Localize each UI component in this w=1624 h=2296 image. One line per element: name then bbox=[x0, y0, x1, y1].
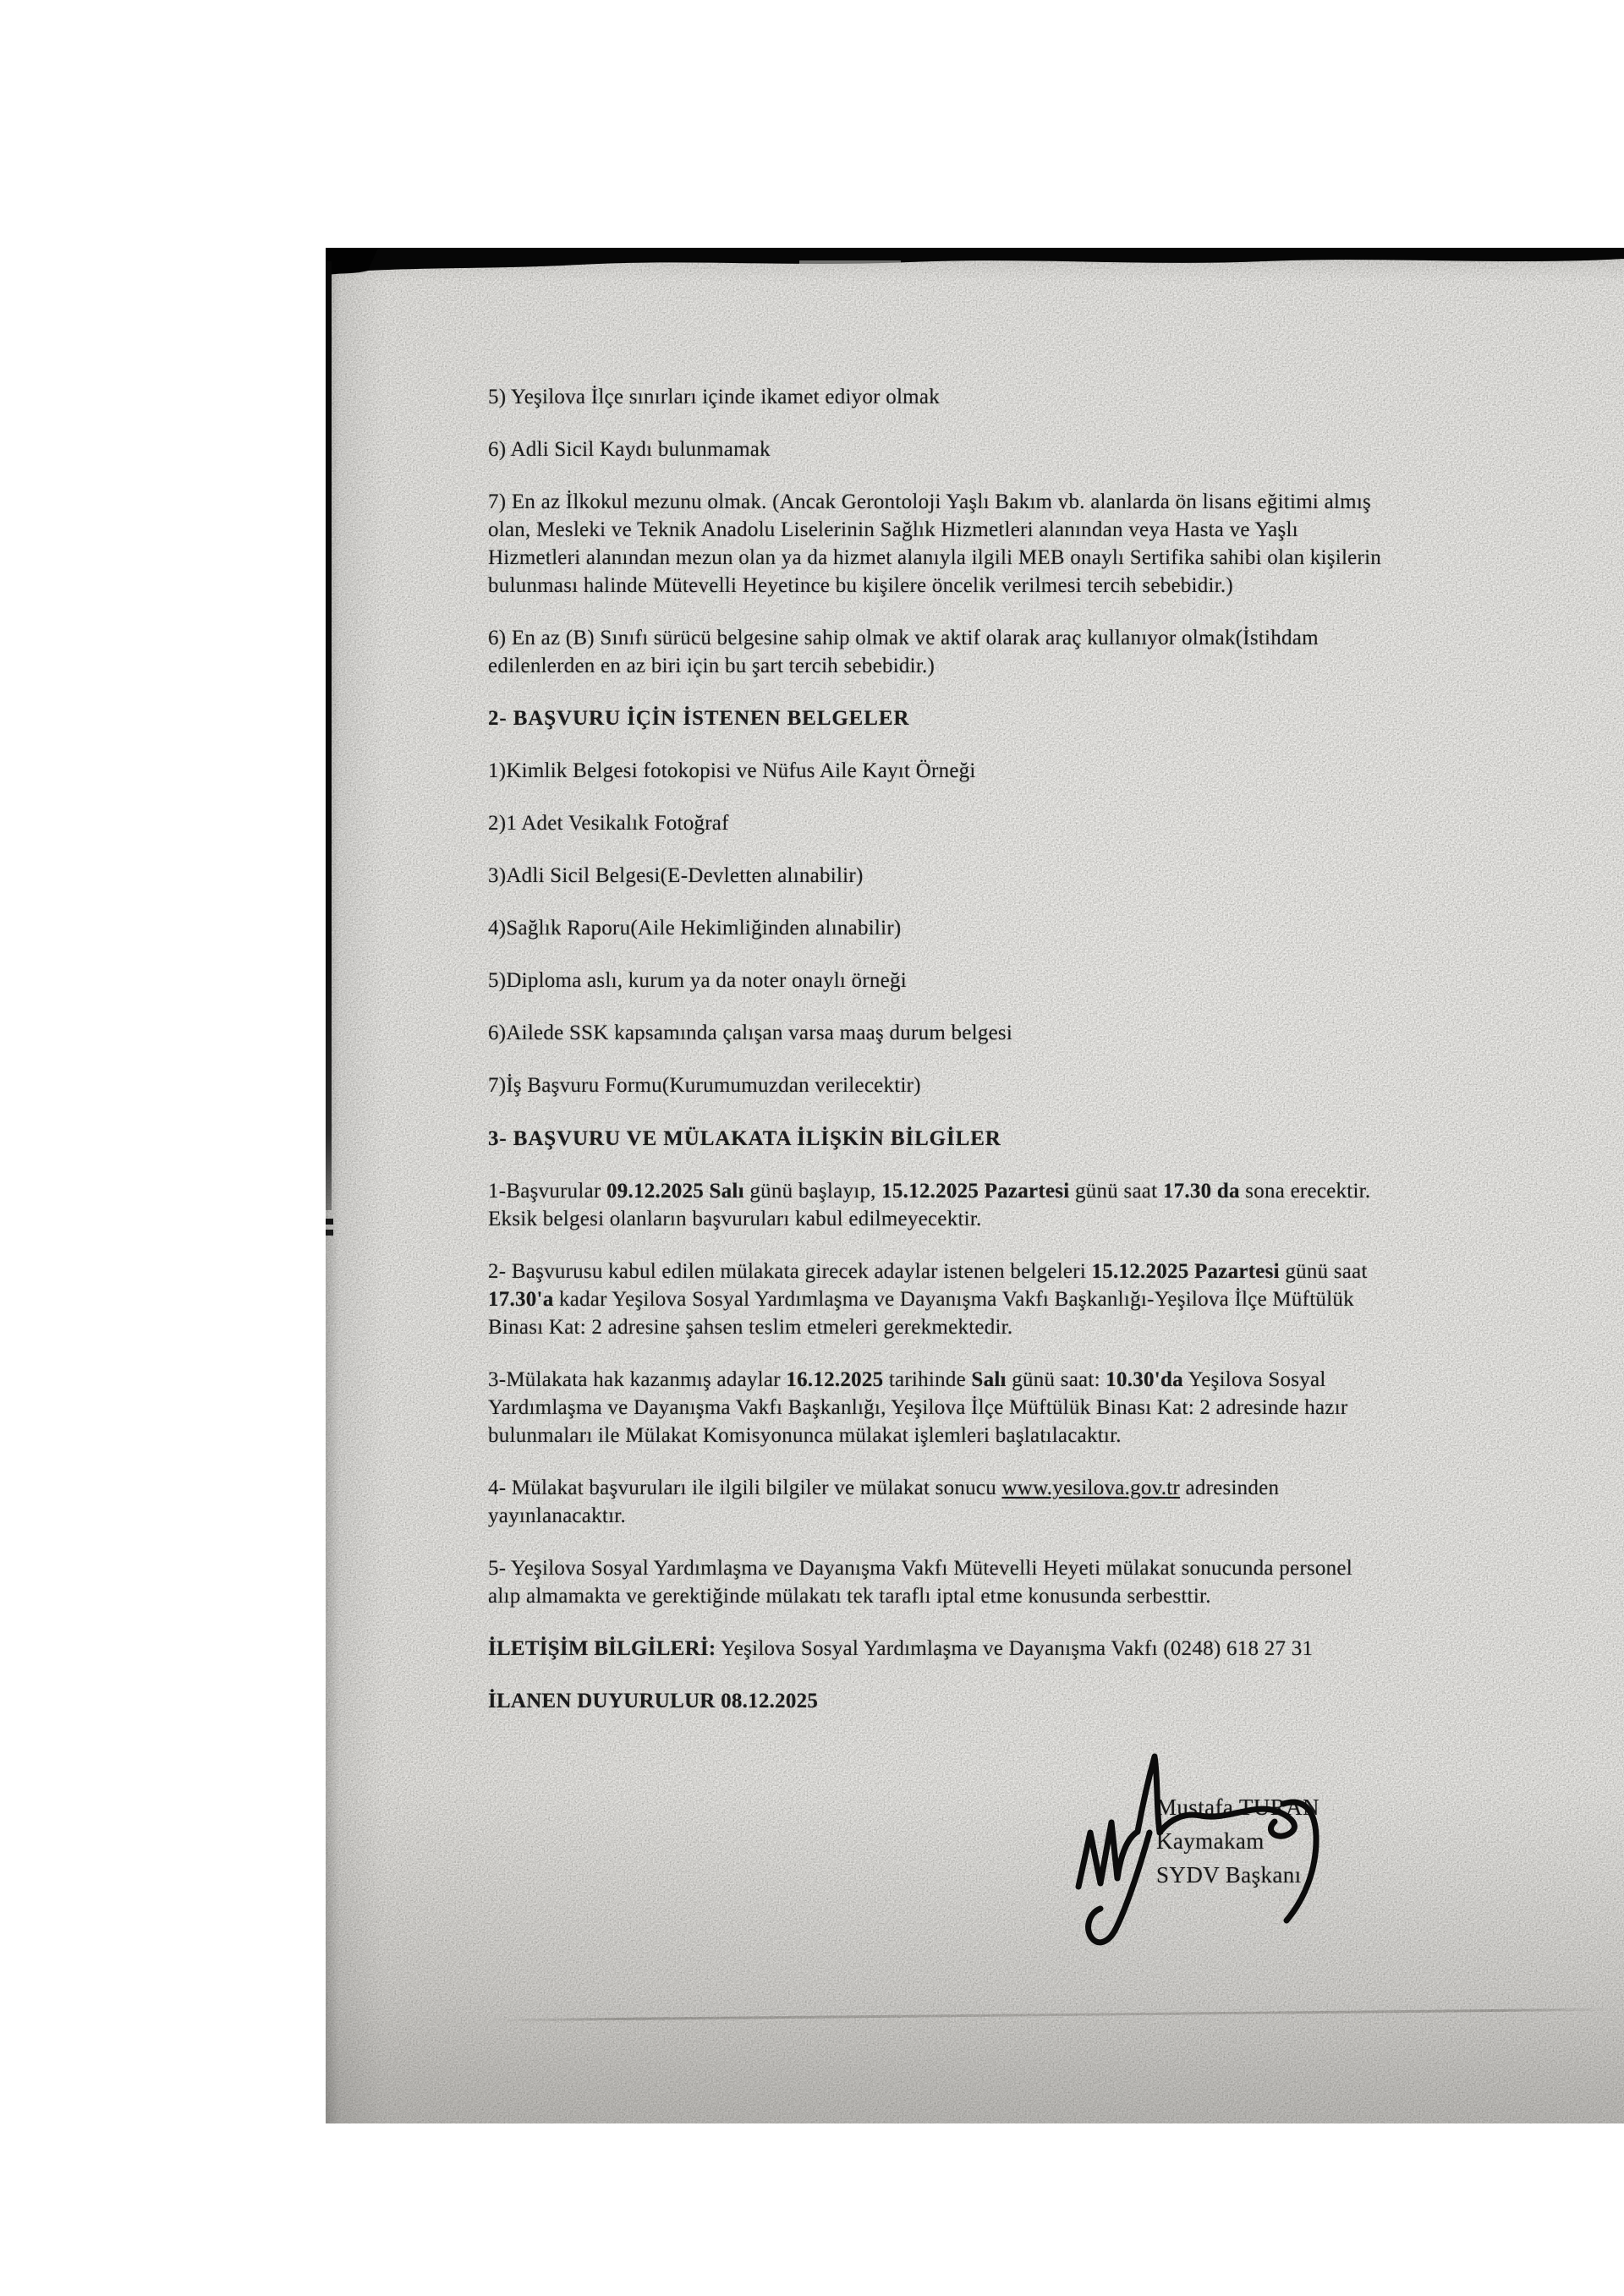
text-run: 6) En az (B) Sınıfı sürücü belgesine sahip olmak ve aktif olarak araç kullanıyor olmak(İstihdam bbox=[488, 627, 1319, 649]
text-run: İLANEN DUYURULUR 08.12.2025 bbox=[488, 1690, 819, 1712]
signer-title: Kaymakam bbox=[1156, 1828, 1265, 1854]
text-run: edilenlerden en az biri için bu şart tercih sebebidir.) bbox=[488, 655, 935, 677]
text-run: 10.30'da bbox=[1106, 1368, 1183, 1391]
website-link: www.yesilova.gov.tr bbox=[1001, 1477, 1180, 1499]
scan-left-edge-artifact bbox=[326, 261, 332, 1210]
text-run: Yeşilova Sosyal bbox=[1182, 1368, 1326, 1391]
paragraph bbox=[488, 1019, 1562, 1047]
paragraph bbox=[488, 1177, 1562, 1233]
text-run: 09.12.2025 Salı bbox=[606, 1180, 744, 1203]
text-run: 2)1 Adet Vesikalık Fotoğraf bbox=[488, 812, 729, 835]
document-body bbox=[488, 248, 1562, 1740]
text-run: Yardımlaşma ve Dayanışma Vakfı Başkanlığı, Yeşilova İlçe Müftülük Binası Kat: 2 adresinde hazır bbox=[488, 1396, 1348, 1419]
text-run: tarihinde bbox=[883, 1368, 972, 1391]
paragraph bbox=[488, 436, 1562, 463]
paragraph bbox=[488, 1258, 1562, 1341]
signer-name: Mustafa TURAN bbox=[1156, 1795, 1320, 1820]
paragraph bbox=[488, 1687, 1562, 1715]
text-run: 1-Başvurular bbox=[488, 1180, 607, 1203]
scan-crease-artifact bbox=[491, 2008, 1616, 2022]
paragraph bbox=[488, 488, 1562, 600]
paragraph bbox=[488, 1071, 1562, 1099]
text-run: günü saat bbox=[1279, 1260, 1368, 1283]
scan-left-tick-artifact bbox=[326, 1219, 333, 1225]
scanned-page bbox=[326, 248, 1624, 2123]
text-run: Binası Kat: 2 adresine şahsen teslim etmeleri gerekmektedir. bbox=[488, 1316, 1013, 1339]
text-run: 2- BAŞVURU İÇİN İSTENEN BELGELER bbox=[488, 707, 910, 730]
signature-icon bbox=[1065, 1750, 1352, 1961]
paragraph bbox=[488, 1554, 1562, 1610]
text-run: Hizmetleri alanından mezun olan ya da hizmet alanıyla ilgili MEB onaylı Sertifika sahibi olan kişilerin bbox=[488, 546, 1382, 569]
text-run: 2- Başvurusu kabul edilen mülakata girecek adaylar istenen belgeleri bbox=[488, 1260, 1092, 1283]
text-run: 16.12.2025 bbox=[786, 1368, 884, 1391]
paragraph bbox=[488, 757, 1562, 785]
paragraph bbox=[488, 1366, 1562, 1449]
text-run: 7) En az İlkokul mezunu olmak. (Ancak Gerontoloji Yaşlı Bakım vb. alanlarda ön lisans eğitimi almış bbox=[488, 490, 1372, 513]
text-run: günü başlayıp, bbox=[743, 1180, 882, 1203]
text-run: 6)Ailede SSK kapsamında çalışan varsa maaş durum belgesi bbox=[488, 1022, 1013, 1044]
text-run: 3- BAŞVURU VE MÜLAKATA İLİŞKİN BİLGİLER bbox=[488, 1127, 1001, 1150]
text-run: Salı bbox=[971, 1368, 1007, 1391]
text-run: 4)Sağlık Raporu(Aile Hekimliğinden alınabilir) bbox=[488, 917, 902, 940]
text-run: 3)Adli Sicil Belgesi(E-Devletten alınabilir) bbox=[488, 864, 864, 887]
paragraph bbox=[488, 967, 1562, 995]
paragraph bbox=[488, 624, 1562, 680]
text-run: 15.12.2025 Pazartesi bbox=[1091, 1260, 1280, 1283]
paragraph bbox=[488, 1474, 1562, 1530]
paragraph bbox=[488, 1635, 1562, 1663]
text-run: olan, Mesleki ve Teknik Anadolu Liselerinin Sağlık Hizmetleri alanından veya Hasta ve Yaşlı bbox=[488, 518, 1298, 541]
text-run: adresinden bbox=[1179, 1477, 1280, 1499]
text-run: sona erecektir. bbox=[1239, 1180, 1371, 1203]
text-run: kadar Yeşilova Sosyal Yardımlaşma ve Dayanışma Vakfı Başkanlığı-Yeşilova İlçe Müftülük bbox=[553, 1288, 1354, 1311]
text-run: 6) Adli Sicil Kaydı bulunmamak bbox=[488, 438, 771, 461]
paragraph bbox=[488, 809, 1562, 837]
text-run: Eksik belgesi olanların başvuruları kabul edilmeyecektir. bbox=[488, 1208, 982, 1230]
text-run: 4- Mülakat başvuruları ile ilgili bilgiler ve mülakat sonucu bbox=[488, 1477, 1002, 1499]
text-run: 5) Yeşilova İlçe sınırları içinde ikamet ediyor olmak bbox=[488, 386, 940, 408]
text-run: yayınlanacaktır. bbox=[488, 1504, 626, 1527]
signer-role: SYDV Başkanı bbox=[1156, 1862, 1302, 1888]
section-heading bbox=[488, 704, 1562, 732]
text-run: alıp almamakta ve gerektiğinde mülakatı tek taraflı iptal etme konusunda serbesttir. bbox=[488, 1585, 1211, 1608]
text-run: 5)Diploma aslı, kurum ya da noter onaylı örneği bbox=[488, 969, 907, 992]
text-run: bulunması halinde Mütevelli Heyetince bu kişilere öncelik verilmesi tercih sebebidir.) bbox=[488, 574, 1233, 597]
text-run: 17.30'a bbox=[488, 1288, 554, 1311]
paragraph bbox=[488, 914, 1562, 942]
text-run: İLETİŞİM BİLGİLERİ: bbox=[488, 1637, 716, 1660]
signature-block bbox=[1053, 1753, 1374, 1973]
text-run: 3-Mülakata hak kazanmış adaylar bbox=[488, 1368, 787, 1391]
text-run: günü saat: bbox=[1006, 1368, 1106, 1391]
paragraph bbox=[488, 862, 1562, 890]
text-run: 1)Kimlik Belgesi fotokopisi ve Nüfus Aile Kayıt Örneği bbox=[488, 759, 976, 782]
text-run: 7)İş Başvuru Formu(Kurumumuzdan verilecektir) bbox=[488, 1074, 921, 1097]
text-run: 15.12.2025 Pazartesi bbox=[881, 1180, 1070, 1203]
text-run: bulunmaları ile Mülakat Komisyonunca mülakat işlemleri başlatılacaktır. bbox=[488, 1424, 1122, 1447]
text-run: günü saat bbox=[1069, 1180, 1163, 1203]
section-heading bbox=[488, 1125, 1562, 1153]
text-run: Yeşilova Sosyal Yardımlaşma ve Dayanışma Vakfı (0248) 618 27 31 bbox=[716, 1637, 1314, 1660]
text-run: 17.30 da bbox=[1162, 1180, 1240, 1203]
paragraph bbox=[488, 383, 1562, 411]
text-run: 5- Yeşilova Sosyal Yardımlaşma ve Dayanışma Vakfı Mütevelli Heyeti mülakat sonucunda personel bbox=[488, 1557, 1352, 1580]
